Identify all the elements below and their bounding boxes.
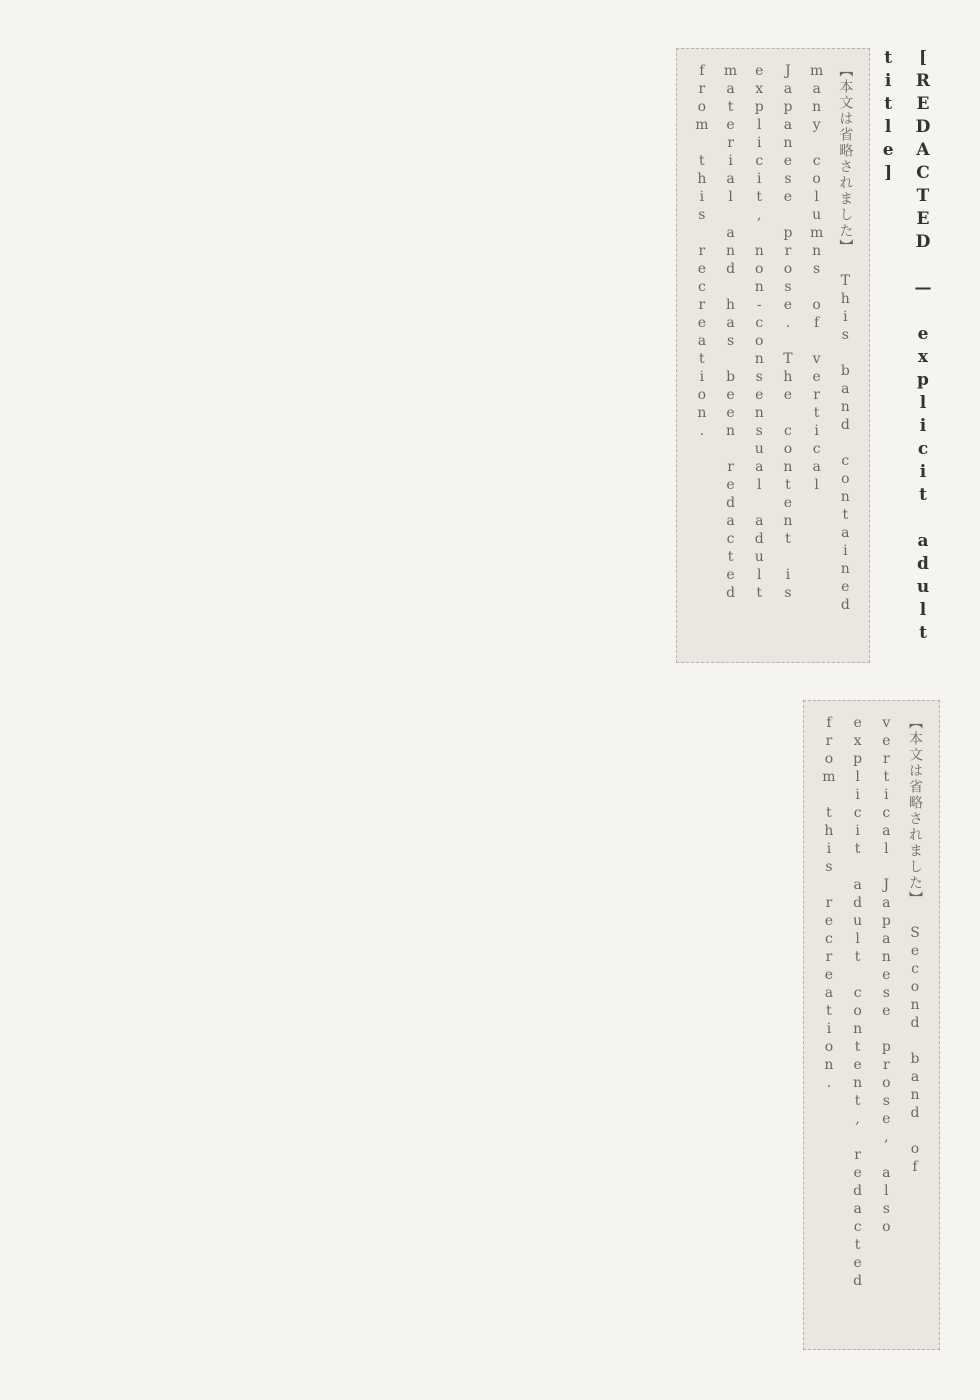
redaction-notice-bottom: 【本文は省略されました】 Second band of vertical Japanese prose, also explicit adult content, redacted from this recreation. — [803, 700, 940, 1350]
text-band-bottom — [40, 700, 940, 1350]
page-title: [REDACTED — explicit adult title] — [878, 48, 933, 646]
text-band-top — [40, 48, 940, 663]
redaction-notice-top: 【本文は省略されました】 This band contained many columns of vertical Japanese prose. The content is explicit, non-consensual adult material and has been redacted from this recreation. — [676, 48, 870, 663]
